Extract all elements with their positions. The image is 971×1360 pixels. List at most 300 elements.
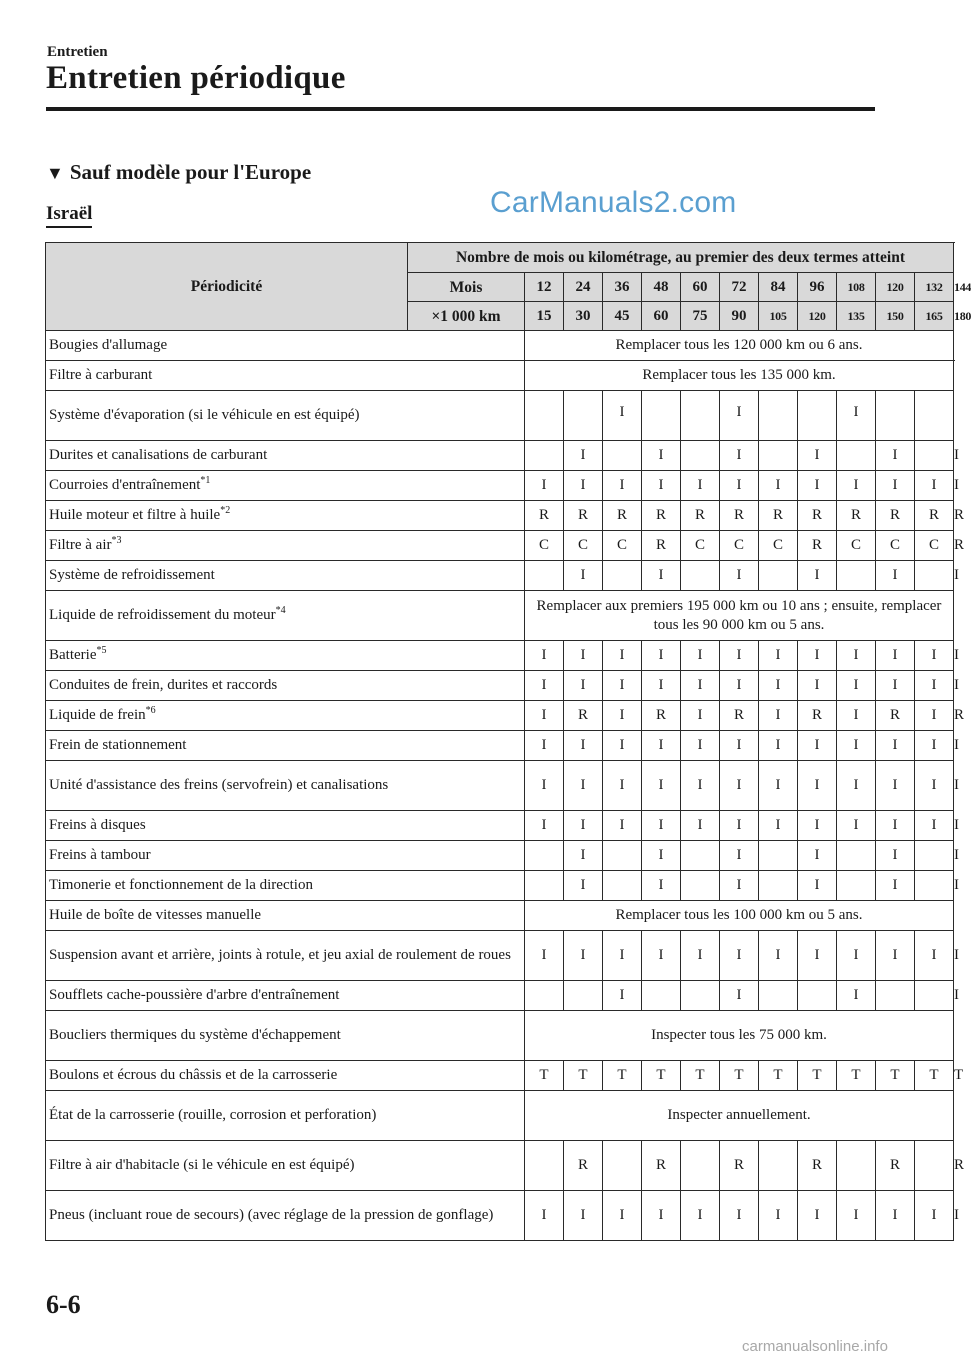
schedule-mark: I bbox=[681, 671, 720, 701]
schedule-mark: I bbox=[603, 811, 642, 841]
schedule-mark: I bbox=[564, 1191, 603, 1241]
schedule-mark: I bbox=[798, 641, 837, 671]
schedule-mark: I bbox=[642, 871, 681, 901]
schedule-mark bbox=[759, 441, 798, 471]
schedule-mark: I bbox=[720, 641, 759, 671]
schedule-mark: I bbox=[525, 761, 564, 811]
footnote-ref: *2 bbox=[220, 505, 231, 516]
table-row: Filtre à air$^{*3}$ C C C R C C C R C C C R bbox=[46, 531, 954, 561]
maintenance-item bbox=[46, 841, 525, 871]
schedule-mark bbox=[759, 981, 798, 1011]
schedule-mark: R bbox=[798, 501, 837, 531]
km-value: 45 bbox=[603, 302, 642, 331]
schedule-mark: I bbox=[642, 761, 681, 811]
schedule-mark: I bbox=[915, 671, 954, 701]
table-row bbox=[46, 361, 954, 391]
table-row: Soufflets cache-poussière d'arbre d'entraînement I I I I bbox=[46, 981, 954, 1011]
schedule-mark: I bbox=[681, 731, 720, 761]
schedule-mark: I bbox=[642, 1191, 681, 1241]
item-label: Système de refroidissement bbox=[49, 567, 215, 583]
interval-text: Inspecter tous les 75 000 km. bbox=[525, 1011, 954, 1061]
page-title: Entretien périodique bbox=[46, 60, 346, 96]
schedule-mark: I bbox=[603, 981, 642, 1011]
table-row bbox=[46, 1011, 954, 1061]
schedule-mark: I bbox=[642, 441, 681, 471]
watermark: CarManuals2.com bbox=[490, 186, 737, 219]
subheading-text: Sauf modèle pour l'Europe bbox=[69, 160, 312, 184]
maintenance-item bbox=[46, 361, 525, 391]
schedule-mark: I bbox=[837, 731, 876, 761]
item-label: Boucliers thermiques du système d'échappement bbox=[49, 1027, 341, 1043]
item-label: Filtre à air d'habitacle (si le véhicule en est équipé) bbox=[49, 1157, 355, 1173]
schedule-mark bbox=[525, 391, 564, 441]
schedule-mark: I bbox=[759, 641, 798, 671]
schedule-mark: R bbox=[720, 701, 759, 731]
months-value: 48 bbox=[642, 273, 681, 302]
schedule-mark: I bbox=[876, 1191, 915, 1241]
item-label: Freins à tambour bbox=[49, 847, 151, 863]
schedule-mark bbox=[681, 1141, 720, 1191]
interval-text: Remplacer aux premiers 195 000 km ou 10 ans ; ensuite, remplacer tous les 90 000 km ou 5 ans. bbox=[525, 591, 954, 641]
schedule-mark: T bbox=[837, 1061, 876, 1091]
table-row: Freins à disques I I I I I I I I I I I I bbox=[46, 811, 954, 841]
schedule-mark: R bbox=[642, 531, 681, 561]
item-label: Huile de boîte de vitesses manuelle bbox=[49, 907, 262, 923]
km-value: 30 bbox=[564, 302, 603, 331]
schedule-mark: I bbox=[798, 561, 837, 591]
maintenance-item bbox=[46, 501, 525, 531]
schedule-mark: I bbox=[564, 441, 603, 471]
schedule-mark: I bbox=[564, 641, 603, 671]
item-label: Batterie bbox=[49, 647, 97, 663]
schedule-mark bbox=[681, 441, 720, 471]
title-divider bbox=[46, 107, 875, 111]
maintenance-item bbox=[46, 561, 525, 591]
schedule-mark: I bbox=[876, 761, 915, 811]
maintenance-item bbox=[46, 331, 525, 361]
schedule-mark: I bbox=[525, 731, 564, 761]
schedule-mark bbox=[603, 841, 642, 871]
schedule-mark: I bbox=[720, 871, 759, 901]
table-row: Système de refroidissement I I I I I I bbox=[46, 561, 954, 591]
schedule-mark: I bbox=[759, 731, 798, 761]
maintenance-item bbox=[46, 1011, 525, 1061]
page-number: 6-6 bbox=[46, 1290, 81, 1319]
schedule-mark: I bbox=[798, 841, 837, 871]
schedule-mark bbox=[681, 841, 720, 871]
schedule-mark: R bbox=[837, 501, 876, 531]
maintenance-item bbox=[46, 391, 525, 441]
schedule-mark: I bbox=[837, 811, 876, 841]
schedule-mark: R bbox=[603, 501, 642, 531]
schedule-mark: I bbox=[759, 931, 798, 981]
schedule-mark: I bbox=[603, 931, 642, 981]
schedule-mark bbox=[915, 441, 954, 471]
schedule-mark: I bbox=[564, 471, 603, 501]
schedule-mark: I bbox=[720, 761, 759, 811]
schedule-mark: C bbox=[564, 531, 603, 561]
km-label: ×1 000 km bbox=[408, 302, 525, 331]
months-label: Mois bbox=[408, 273, 525, 302]
schedule-mark: I bbox=[525, 811, 564, 841]
schedule-mark: R bbox=[564, 501, 603, 531]
section-label: Entretien bbox=[47, 44, 108, 60]
schedule-mark bbox=[603, 871, 642, 901]
table-row bbox=[46, 391, 954, 441]
item-label: Liquide de refroidissement du moteur bbox=[49, 607, 276, 623]
schedule-mark bbox=[642, 981, 681, 1011]
maintenance-item bbox=[46, 531, 525, 561]
schedule-mark: R bbox=[642, 701, 681, 731]
schedule-mark: I bbox=[759, 471, 798, 501]
table-row: Frein de stationnement I I I I I I I I I I I I bbox=[46, 731, 954, 761]
footer-brand: carmanualsonline.info bbox=[742, 1338, 888, 1355]
schedule-mark: I bbox=[837, 701, 876, 731]
schedule-mark: I bbox=[681, 471, 720, 501]
schedule-mark: I bbox=[720, 1191, 759, 1241]
item-label: État de la carrosserie (rouille, corrosion et perforation) bbox=[49, 1107, 377, 1123]
schedule-mark: I bbox=[564, 931, 603, 981]
schedule-mark: I bbox=[876, 731, 915, 761]
schedule-mark: I bbox=[837, 671, 876, 701]
schedule-mark bbox=[837, 871, 876, 901]
schedule-mark: C bbox=[681, 531, 720, 561]
schedule-mark bbox=[525, 561, 564, 591]
schedule-mark: I bbox=[603, 701, 642, 731]
schedule-mark: I bbox=[642, 471, 681, 501]
schedule-mark bbox=[798, 981, 837, 1011]
table-row: Pneus (incluant roue de secours) (avec réglage de la pression de gonflage) I I I I I I I I I I I I bbox=[46, 1191, 954, 1241]
schedule-mark: T bbox=[564, 1061, 603, 1091]
schedule-mark bbox=[681, 561, 720, 591]
schedule-mark: R bbox=[642, 501, 681, 531]
schedule-mark bbox=[915, 1141, 954, 1191]
schedule-mark: I bbox=[603, 761, 642, 811]
maintenance-item bbox=[46, 641, 525, 671]
schedule-mark: I bbox=[642, 671, 681, 701]
interval-text: Remplacer tous les 100 000 km ou 5 ans. bbox=[525, 901, 954, 931]
item-label: Courroies d'entraînement bbox=[49, 477, 201, 493]
schedule-mark: I bbox=[603, 641, 642, 671]
schedule-mark: I bbox=[798, 761, 837, 811]
schedule-mark: I bbox=[798, 811, 837, 841]
schedule-mark: I bbox=[720, 811, 759, 841]
item-label: Bougies d'allumage bbox=[49, 337, 168, 353]
schedule-mark: I bbox=[876, 841, 915, 871]
schedule-mark bbox=[564, 981, 603, 1011]
schedule-mark: I bbox=[837, 931, 876, 981]
months-value: 132 bbox=[915, 273, 954, 302]
maintenance-item bbox=[46, 441, 525, 471]
schedule-mark bbox=[759, 1141, 798, 1191]
schedule-mark bbox=[837, 841, 876, 871]
schedule-mark: I bbox=[759, 811, 798, 841]
schedule-mark: I bbox=[603, 1191, 642, 1241]
schedule-mark: C bbox=[915, 531, 954, 561]
schedule-mark: I bbox=[564, 871, 603, 901]
schedule-mark: I bbox=[525, 471, 564, 501]
schedule-mark: I bbox=[681, 641, 720, 671]
schedule-mark: I bbox=[915, 471, 954, 501]
item-label: Freins à disques bbox=[49, 817, 146, 833]
schedule-mark: I bbox=[915, 701, 954, 731]
km-value: 150 bbox=[876, 302, 915, 331]
schedule-mark: I bbox=[642, 641, 681, 671]
maintenance-item bbox=[46, 901, 525, 931]
schedule-mark: I bbox=[681, 1191, 720, 1241]
schedule-mark: I bbox=[642, 561, 681, 591]
schedule-mark bbox=[798, 391, 837, 441]
schedule-mark bbox=[915, 391, 954, 441]
item-label: Système d'évaporation (si le véhicule en est équipé) bbox=[49, 407, 360, 423]
schedule-mark: R bbox=[720, 1141, 759, 1191]
table-row bbox=[46, 1091, 954, 1141]
schedule-mark: I bbox=[798, 931, 837, 981]
maintenance-item bbox=[46, 671, 525, 701]
item-label: Liquide de frein bbox=[49, 707, 146, 723]
km-value: 60 bbox=[642, 302, 681, 331]
schedule-mark: I bbox=[720, 471, 759, 501]
schedule-mark bbox=[603, 1141, 642, 1191]
schedule-mark: I bbox=[720, 981, 759, 1011]
schedule-mark: I bbox=[603, 671, 642, 701]
schedule-mark: R bbox=[876, 701, 915, 731]
schedule-mark: I bbox=[603, 471, 642, 501]
schedule-mark: I bbox=[876, 641, 915, 671]
table-row bbox=[46, 901, 954, 931]
schedule-mark bbox=[603, 441, 642, 471]
table-row: Batterie$^{*5}$ I I I I I I I I I I I I bbox=[46, 641, 954, 671]
months-value: 120 bbox=[876, 273, 915, 302]
schedule-mark bbox=[525, 841, 564, 871]
item-label: Boulons et écrous du châssis et de la carrosserie bbox=[49, 1067, 338, 1083]
maintenance-item bbox=[46, 731, 525, 761]
maintenance-item bbox=[46, 1091, 525, 1141]
schedule-mark: T bbox=[720, 1061, 759, 1091]
schedule-mark: T bbox=[759, 1061, 798, 1091]
schedule-mark: R bbox=[798, 1141, 837, 1191]
schedule-mark: I bbox=[915, 931, 954, 981]
schedule-mark bbox=[603, 561, 642, 591]
schedule-mark bbox=[525, 981, 564, 1011]
schedule-mark bbox=[915, 981, 954, 1011]
schedule-mark: I bbox=[915, 1191, 954, 1241]
schedule-mark bbox=[642, 391, 681, 441]
schedule-mark bbox=[564, 391, 603, 441]
maintenance-item bbox=[46, 1191, 525, 1241]
km-value: 105 bbox=[759, 302, 798, 331]
schedule-mark: I bbox=[720, 561, 759, 591]
schedule-mark: I bbox=[642, 731, 681, 761]
subheading bbox=[46, 160, 311, 185]
table-row: Timonerie et fonctionnement de la direction I I I I I I bbox=[46, 871, 954, 901]
schedule-mark: R bbox=[564, 701, 603, 731]
schedule-mark: I bbox=[876, 931, 915, 981]
schedule-mark: C bbox=[720, 531, 759, 561]
schedule-mark: I bbox=[720, 391, 759, 441]
schedule-mark: I bbox=[720, 731, 759, 761]
km-value: 15 bbox=[525, 302, 564, 331]
schedule-mark: I bbox=[876, 671, 915, 701]
schedule-mark: I bbox=[798, 471, 837, 501]
schedule-mark: R bbox=[915, 501, 954, 531]
schedule-mark: C bbox=[603, 531, 642, 561]
schedule-mark: I bbox=[798, 871, 837, 901]
months-value: 84 bbox=[759, 273, 798, 302]
periodicity-header: Périodicité bbox=[46, 243, 408, 331]
schedule-mark bbox=[525, 871, 564, 901]
schedule-mark: I bbox=[681, 761, 720, 811]
km-value: 120 bbox=[798, 302, 837, 331]
region-heading: Israël bbox=[46, 203, 92, 228]
footnote-ref: *3 bbox=[111, 535, 122, 546]
schedule-mark: I bbox=[837, 641, 876, 671]
item-label: Pneus (incluant roue de secours) (avec réglage de la pression de gonflage) bbox=[49, 1207, 494, 1223]
schedule-mark bbox=[876, 981, 915, 1011]
schedule-mark: C bbox=[759, 531, 798, 561]
schedule-mark: I bbox=[603, 731, 642, 761]
maintenance-item bbox=[46, 1141, 525, 1191]
km-value: 90 bbox=[720, 302, 759, 331]
schedule-mark: I bbox=[564, 561, 603, 591]
schedule-mark: I bbox=[798, 441, 837, 471]
schedule-mark bbox=[837, 441, 876, 471]
footnote-ref: *1 bbox=[200, 475, 211, 486]
months-value: 72 bbox=[720, 273, 759, 302]
km-value: 75 bbox=[681, 302, 720, 331]
schedule-mark: I bbox=[837, 761, 876, 811]
table-row: Unité d'assistance des freins (servofrein) et canalisations I I I I I I I I I I I I bbox=[46, 761, 954, 811]
maintenance-item bbox=[46, 1061, 525, 1091]
schedule-mark: I bbox=[720, 841, 759, 871]
schedule-mark: T bbox=[525, 1061, 564, 1091]
schedule-mark: I bbox=[837, 471, 876, 501]
schedule-mark: I bbox=[759, 671, 798, 701]
schedule-mark: I bbox=[564, 811, 603, 841]
schedule-mark: I bbox=[876, 561, 915, 591]
interval-header: Nombre de mois ou kilométrage, au premier des deux termes atteint bbox=[408, 243, 954, 273]
footnote-ref: *6 bbox=[145, 705, 156, 716]
schedule-mark: T bbox=[915, 1061, 954, 1091]
schedule-mark: T bbox=[681, 1061, 720, 1091]
schedule-mark: R bbox=[798, 701, 837, 731]
schedule-mark: R bbox=[681, 501, 720, 531]
schedule-mark bbox=[759, 871, 798, 901]
schedule-mark: I bbox=[798, 1191, 837, 1241]
schedule-mark: R bbox=[798, 531, 837, 561]
schedule-mark: T bbox=[642, 1061, 681, 1091]
schedule-mark: I bbox=[837, 1191, 876, 1241]
schedule-mark bbox=[681, 981, 720, 1011]
maintenance-item bbox=[46, 931, 525, 981]
item-label: Filtre à air bbox=[49, 537, 112, 553]
schedule-mark bbox=[759, 391, 798, 441]
km-value: 165 bbox=[915, 302, 954, 331]
schedule-mark: T bbox=[876, 1061, 915, 1091]
maintenance-item bbox=[46, 701, 525, 731]
schedule-mark: I bbox=[915, 761, 954, 811]
schedule-mark: I bbox=[798, 731, 837, 761]
schedule-mark: I bbox=[564, 841, 603, 871]
schedule-mark: I bbox=[915, 811, 954, 841]
schedule-mark bbox=[525, 441, 564, 471]
km-value: 135 bbox=[837, 302, 876, 331]
footnote-ref: *4 bbox=[275, 605, 286, 616]
schedule-mark: C bbox=[837, 531, 876, 561]
maintenance-item bbox=[46, 761, 525, 811]
schedule-mark: I bbox=[837, 981, 876, 1011]
schedule-mark: I bbox=[525, 1191, 564, 1241]
schedule-mark bbox=[759, 841, 798, 871]
schedule-mark bbox=[876, 391, 915, 441]
schedule-mark: I bbox=[759, 701, 798, 731]
item-label: Conduites de frein, durites et raccords bbox=[49, 677, 278, 693]
maintenance-item bbox=[46, 591, 525, 641]
schedule-mark: I bbox=[876, 471, 915, 501]
schedule-mark bbox=[681, 871, 720, 901]
schedule-mark bbox=[915, 871, 954, 901]
triangle-down-icon: ▼ bbox=[46, 163, 64, 183]
months-value: 12 bbox=[525, 273, 564, 302]
schedule-mark: T bbox=[603, 1061, 642, 1091]
schedule-mark: I bbox=[876, 811, 915, 841]
maintenance-item bbox=[46, 981, 525, 1011]
schedule-mark: I bbox=[603, 391, 642, 441]
table-row: Freins à tambour I I I I I I bbox=[46, 841, 954, 871]
table-row: Suspension avant et arrière, joints à rotule, et jeu axial de roulement de roues I I I I I I I I I I I I bbox=[46, 931, 954, 981]
item-label: Filtre à carburant bbox=[49, 367, 153, 383]
schedule-mark: I bbox=[525, 671, 564, 701]
months-value: 60 bbox=[681, 273, 720, 302]
schedule-mark: I bbox=[720, 931, 759, 981]
schedule-mark: R bbox=[525, 501, 564, 531]
item-label: Frein de stationnement bbox=[49, 737, 187, 753]
schedule-mark: I bbox=[681, 931, 720, 981]
schedule-mark: R bbox=[564, 1141, 603, 1191]
schedule-mark: I bbox=[642, 841, 681, 871]
interval-text: Remplacer tous les 120 000 km ou 6 ans. bbox=[525, 331, 954, 361]
schedule-mark bbox=[681, 391, 720, 441]
schedule-mark bbox=[525, 1141, 564, 1191]
schedule-mark: I bbox=[564, 731, 603, 761]
schedule-mark: I bbox=[525, 641, 564, 671]
item-label: Durites et canalisations de carburant bbox=[49, 447, 268, 463]
item-label: Suspension avant et arrière, joints à rotule, et jeu axial de roulement de roues bbox=[49, 947, 511, 963]
table-row: Liquide de frein$^{*6}$ I R I R I R I R I R I R bbox=[46, 701, 954, 731]
item-label: Soufflets cache-poussière d'arbre d'entraînement bbox=[49, 987, 340, 1003]
schedule-mark bbox=[759, 561, 798, 591]
schedule-mark: R bbox=[876, 501, 915, 531]
schedule-mark: I bbox=[564, 761, 603, 811]
interval-text: Inspecter annuellement. bbox=[525, 1091, 954, 1141]
schedule-mark: I bbox=[915, 641, 954, 671]
table-row: Boulons et écrous du châssis et de la carrosserie T T T T T T T T T T T T bbox=[46, 1061, 954, 1091]
schedule-mark: R bbox=[720, 501, 759, 531]
schedule-mark: I bbox=[915, 731, 954, 761]
months-value: 108 bbox=[837, 273, 876, 302]
schedule-mark: I bbox=[681, 701, 720, 731]
schedule-mark bbox=[915, 841, 954, 871]
maintenance-item bbox=[46, 871, 525, 901]
months-value: 36 bbox=[603, 273, 642, 302]
schedule-mark: T bbox=[798, 1061, 837, 1091]
schedule-mark: I bbox=[720, 671, 759, 701]
schedule-mark: R bbox=[759, 501, 798, 531]
schedule-mark: I bbox=[525, 701, 564, 731]
schedule-mark: C bbox=[876, 531, 915, 561]
item-label: Timonerie et fonctionnement de la direction bbox=[49, 877, 313, 893]
schedule-mark: I bbox=[837, 391, 876, 441]
